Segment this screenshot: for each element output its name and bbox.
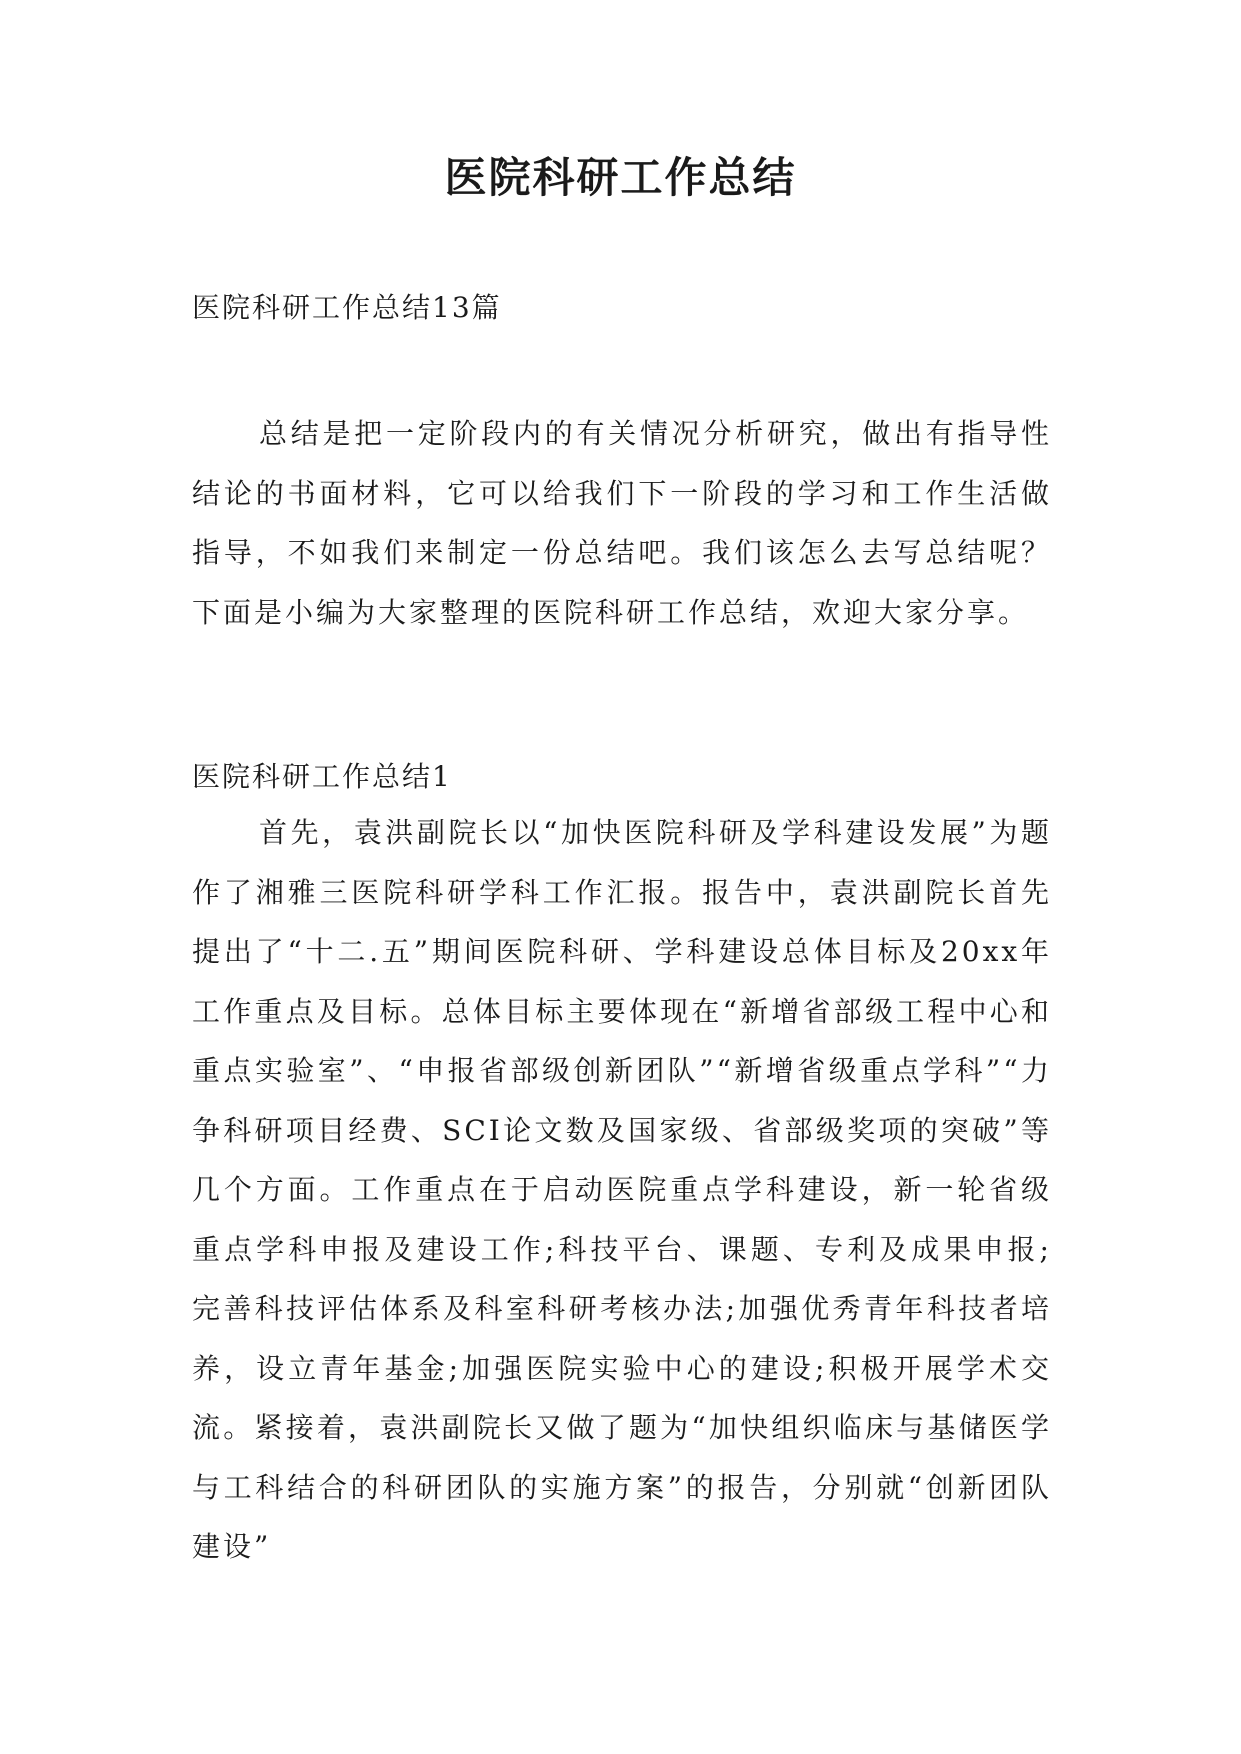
section-body-paragraph: 首先，袁洪副院长以“加快医院科研及学科建设发展”为题作了湘雅三医院科研学科工作汇报。报告中，袁洪副院长首先提出了“十二.五”期间医院科研、学科建设总体目标及20xx年工作重点及目标。总体目标主要体现在“新增省部级工程中心和重点实验室”、“申报省部级创新团队”“新增省级重点学科”“力争科研项目经费、SCI论文数及国家级、省部级奖项的突破”等几个方面。工作重点在于启动医院重点学科建设，新一轮省级重点学科申报及建设工作;科技平台、课题、专利及成果申报;完善科技评估体系及科室科研考核办法;加强优秀青年科技者培养，设立青年基金;加强医院实验中心的建设;积极开展学术交流。紧接着，袁洪副院长又做了题为“加快组织临床与基储医学与工科结合的科研团队的实施方案”的报告，分别就“创新团队建设” bbox=[192, 816, 1052, 1563]
intro-paragraph: 总结是把一定阶段内的有关情况分析研究，做出有指导性结论的书面材料，它可以给我们下一阶段的学习和工作生活做指导，不如我们来制定一份总结吧。我们该怎么去写总结呢？下面是小编为大家整理的医院科研工作总结，欢迎大家分享。 bbox=[192, 417, 1052, 629]
section-heading: 医院科研工作总结1 bbox=[192, 760, 452, 793]
document-subtitle: 医院科研工作总结13篇 bbox=[192, 291, 502, 324]
document-title: 医院科研工作总结 bbox=[444, 153, 797, 202]
